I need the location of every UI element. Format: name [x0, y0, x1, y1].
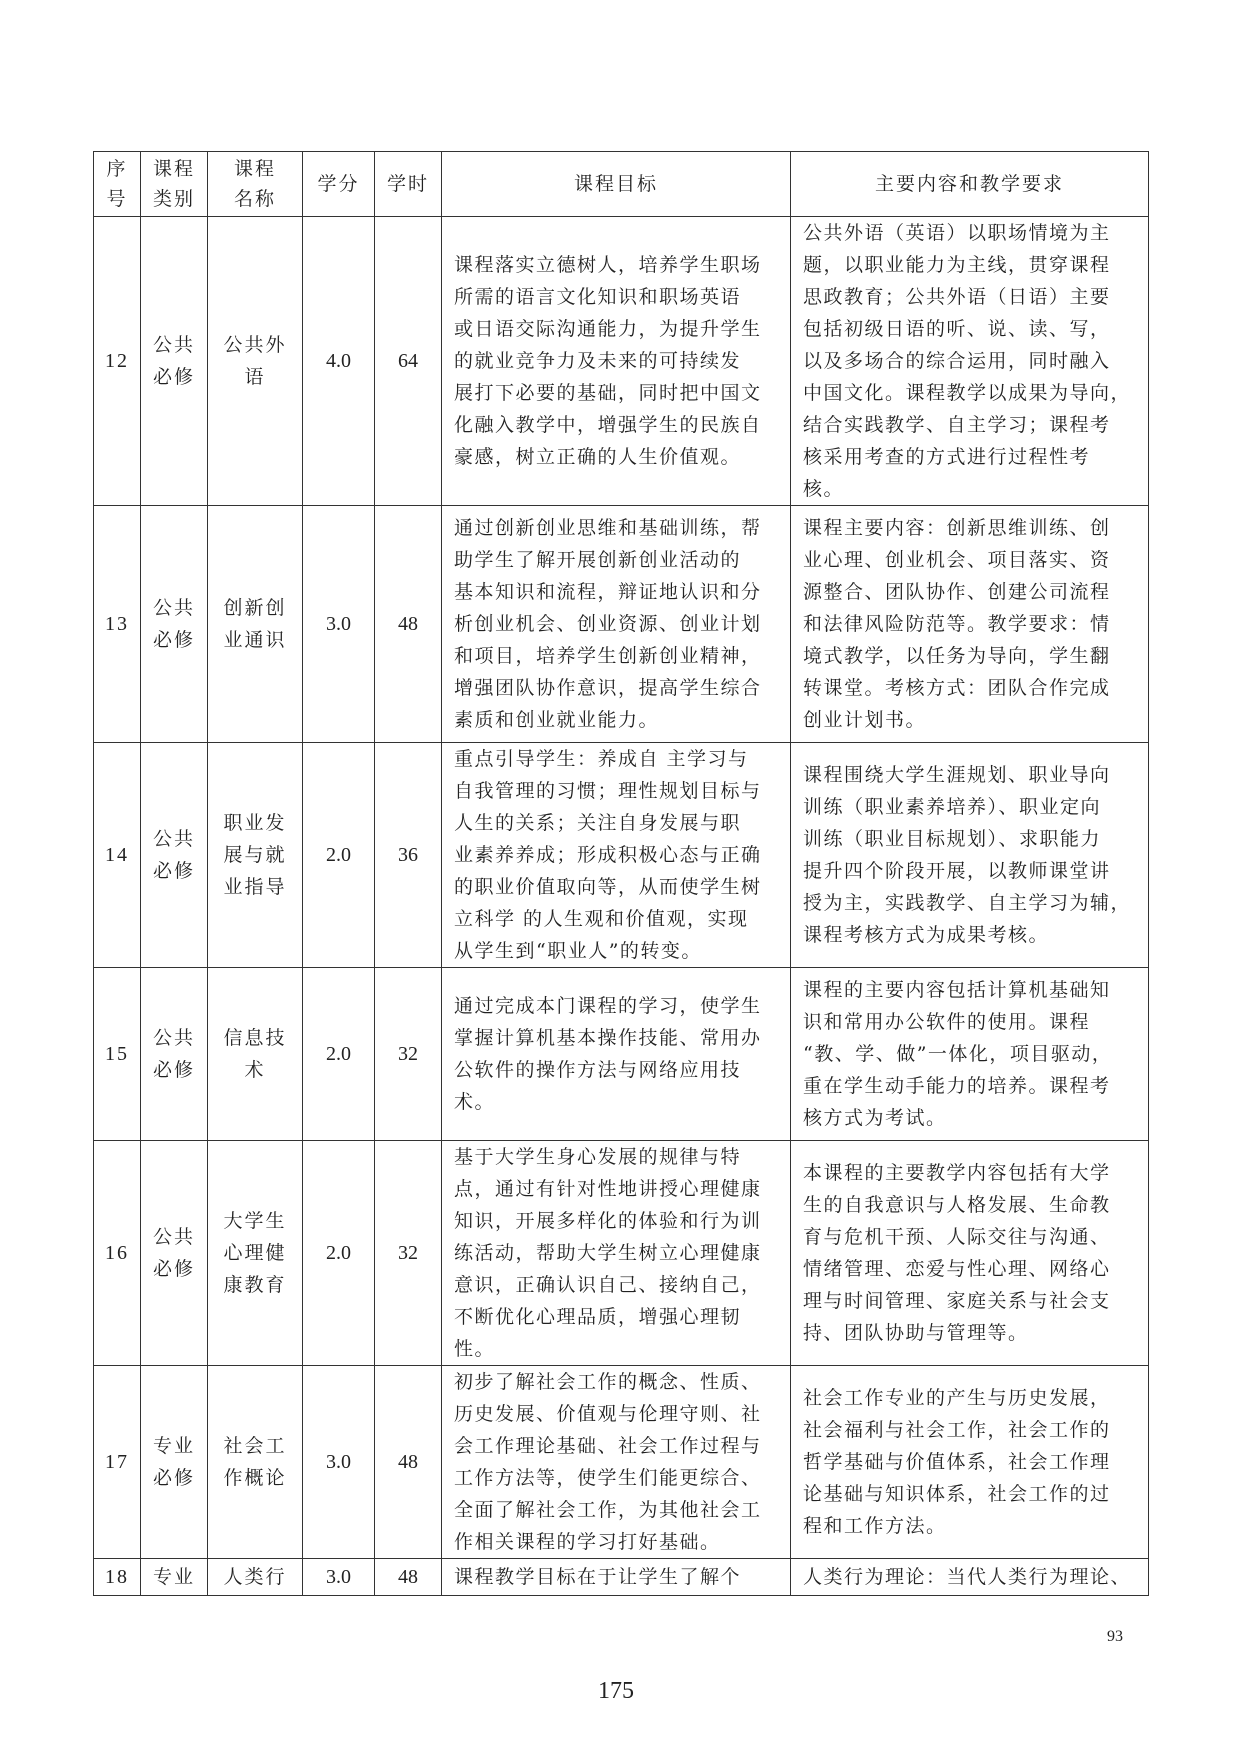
cell-no: 12 — [94, 217, 141, 506]
cell-goal: 重点引导学生：养成自 主学习与 自我管理的习惯；理性规划目标与 人生的关系；关注自身发展与职 业素养养成；形成积极心态与正确 的职业价值取向等，从而使学生树 立科学 的人生观和价值观，实现 从学生到“职业人”的转变。 — [442, 743, 791, 968]
cell-content: 本课程的主要教学内容包括有大学 生的自我意识与人格发展、生命教 育与危机干预、人际交往与沟通、 情绪管理、恋爱与性心理、网络心 理与时间管理、家庭关系与社会支 持、团队协助与管理等。 — [791, 1141, 1149, 1366]
table-row — [94, 1559, 1149, 1596]
cell-hours: 48 — [375, 506, 442, 743]
cell-no: 16 — [94, 1141, 141, 1366]
header-goal: 课程目标 — [442, 152, 791, 217]
cell-name: 创新创 业通识 — [208, 506, 303, 743]
cell-content: 课程主要内容：创新思维训练、创 业心理、创业机会、项目落实、资 源整合、团队协作、创建公司流程 和法律风险防范等。教学要求：情 境式教学，以任务为导向，学生翻 转课堂。考核方式：团队合作完成 创业计划书。 — [791, 506, 1149, 743]
table-row — [94, 743, 1149, 968]
cell-no: 17 — [94, 1366, 141, 1559]
cell-credit: 3.0 — [303, 1366, 375, 1559]
header-hours: 学时 — [375, 152, 442, 217]
cell-content: 社会工作专业的产生与历史发展， 社会福利与社会工作，社会工作的 哲学基础与价值体系，社会工作理 论基础与知识体系，社会工作的过 程和工作方法。 — [791, 1366, 1149, 1559]
cell-no: 15 — [94, 968, 141, 1141]
cell-content: 人类行为理论：当代人类行为理论、 — [791, 1559, 1149, 1596]
cell-goal: 课程教学目标在于让学生了解个 — [442, 1559, 791, 1596]
table-row — [94, 217, 1149, 506]
header-credit: 学分 — [303, 152, 375, 217]
course-table — [93, 151, 1149, 1596]
page-number-large: 175 — [598, 1678, 634, 1704]
cell-hours: 48 — [375, 1366, 442, 1559]
cell-no: 18 — [94, 1559, 141, 1596]
header-content: 主要内容和教学要求 — [791, 152, 1149, 217]
cell-goal: 初步了解社会工作的概念、性质、 历史发展、价值观与伦理守则、社 会工作理论基础、社会工作过程与 工作方法等，使学生们能更综合、 全面了解社会工作，为其他社会工 作相关课程的学习打好基础。 — [442, 1366, 791, 1559]
cell-content: 课程围绕大学生涯规划、职业导向 训练（职业素养培养）、职业定向 训练（职业目标规划）、求职能力 提升四个阶段开展，以教师课堂讲 授为主，实践教学、自主学习为辅， 课程考核方式为成果考核。 — [791, 743, 1149, 968]
header-type: 课程 类别 — [141, 152, 208, 217]
cell-hours: 36 — [375, 743, 442, 968]
cell-name: 信息技 术 — [208, 968, 303, 1141]
cell-credit: 2.0 — [303, 743, 375, 968]
table-row — [94, 968, 1149, 1141]
cell-name: 大学生 心理健 康教育 — [208, 1141, 303, 1366]
header-name: 课程 名称 — [208, 152, 303, 217]
table-row — [94, 506, 1149, 743]
cell-no: 13 — [94, 506, 141, 743]
cell-content: 公共外语（英语）以职场情境为主 题，以职业能力为主线，贯穿课程 思政教育；公共外语（日语）主要 包括初级日语的听、说、读、写， 以及多场合的综合运用，同时融入 中国文化。课程教学以成果为导向， 结合实践教学、自主学习；课程考 核采用考查的方式进行过程性考 核。 — [791, 217, 1149, 506]
cell-credit: 3.0 — [303, 506, 375, 743]
page-number-small: 93 — [1107, 1628, 1123, 1645]
cell-name: 社会工 作概论 — [208, 1366, 303, 1559]
cell-credit: 4.0 — [303, 217, 375, 506]
cell-type: 专业 必修 — [141, 1366, 208, 1559]
table-header-row — [94, 152, 1149, 217]
cell-no: 14 — [94, 743, 141, 968]
cell-goal: 基于大学生身心发展的规律与特 点，通过有针对性地讲授心理健康 知识，开展多样化的体验和行为训 练活动，帮助大学生树立心理健康 意识，正确认识自己、接纳自己， 不断优化心理品质，增强心理韧 性。 — [442, 1141, 791, 1366]
table-row — [94, 1141, 1149, 1366]
cell-content: 课程的主要内容包括计算机基础知 识和常用办公软件的使用。课程 “教、学、做”一体化，项目驱动， 重在学生动手能力的培养。课程考 核方式为考试。 — [791, 968, 1149, 1141]
cell-goal: 通过完成本门课程的学习，使学生 掌握计算机基本操作技能、常用办 公软件的操作方法与网络应用技 术。 — [442, 968, 791, 1141]
cell-hours: 32 — [375, 968, 442, 1141]
cell-type: 公共 必修 — [141, 506, 208, 743]
cell-credit: 2.0 — [303, 968, 375, 1141]
cell-name: 人类行 — [208, 1559, 303, 1596]
cell-name: 职业发 展与就 业指导 — [208, 743, 303, 968]
cell-credit: 2.0 — [303, 1141, 375, 1366]
cell-hours: 64 — [375, 217, 442, 506]
table-row — [94, 1366, 1149, 1559]
cell-type: 公共 必修 — [141, 743, 208, 968]
cell-goal: 课程落实立德树人，培养学生职场 所需的语言文化知识和职场英语 或日语交际沟通能力，为提升学生 的就业竞争力及未来的可持续发 展打下必要的基础，同时把中国文 化融入教学中，增强学生的民族自 豪感，树立正确的人生价值观。 — [442, 217, 791, 506]
cell-type: 公共 必修 — [141, 1141, 208, 1366]
cell-type: 专业 — [141, 1559, 208, 1596]
cell-hours: 32 — [375, 1141, 442, 1366]
cell-type: 公共 必修 — [141, 968, 208, 1141]
header-no: 序 号 — [94, 152, 141, 217]
cell-type: 公共 必修 — [141, 217, 208, 506]
cell-name: 公共外 语 — [208, 217, 303, 506]
cell-goal: 通过创新创业思维和基础训练，帮 助学生了解开展创新创业活动的 基本知识和流程，辩证地认识和分 析创业机会、创业资源、创业计划 和项目，培养学生创新创业精神， 增强团队协作意识，提高学生综合 素质和创业就业能力。 — [442, 506, 791, 743]
cell-credit: 3.0 — [303, 1559, 375, 1596]
cell-hours: 48 — [375, 1559, 442, 1596]
